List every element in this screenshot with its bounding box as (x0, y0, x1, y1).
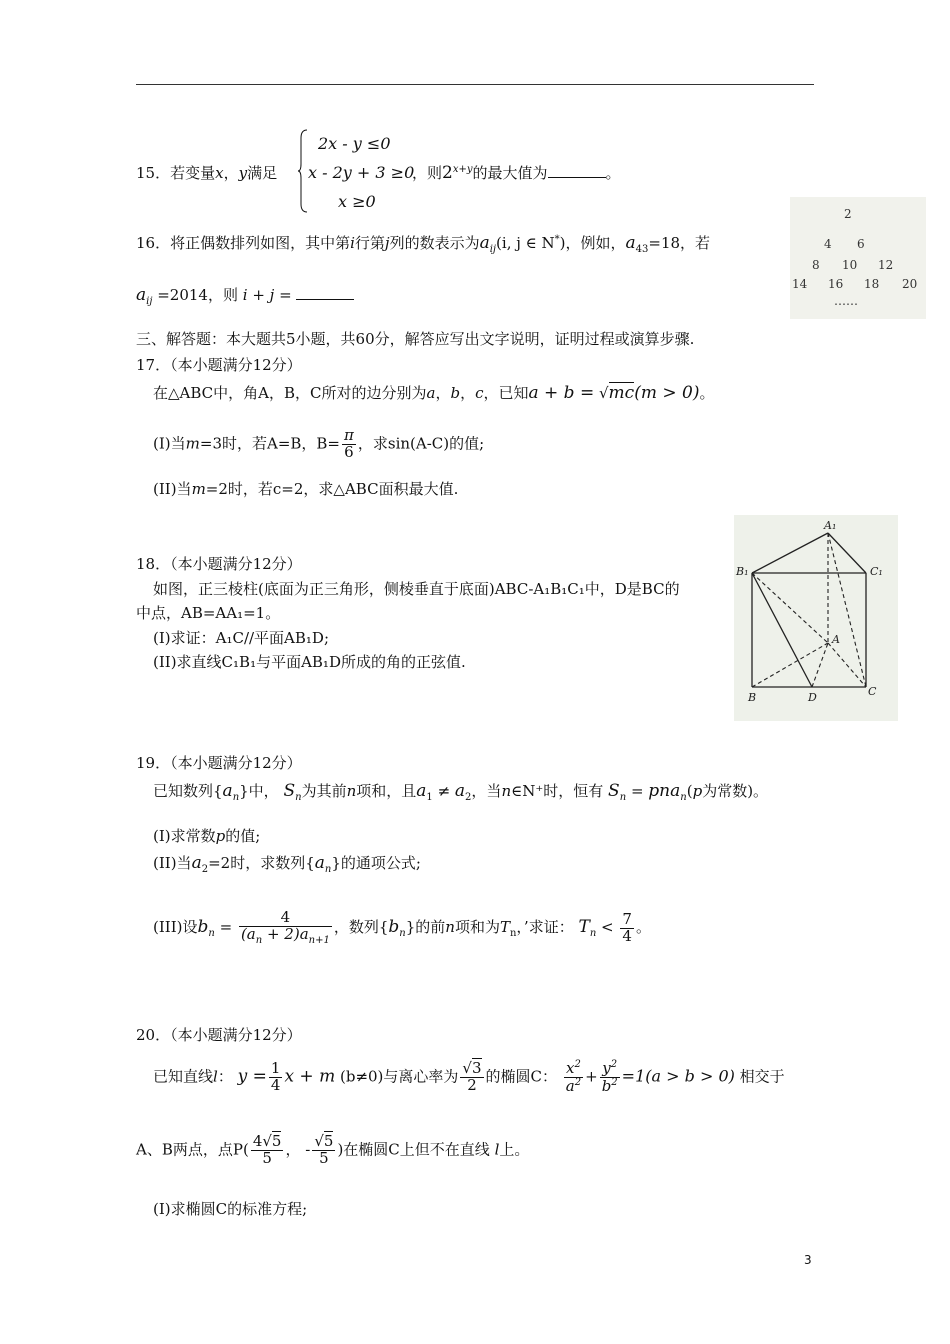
label-A1: A₁ (824, 519, 837, 532)
q16-text: 16．将正偶数排列如图，其中第i行第j列的数表示为$a_{ij}(i$, j ∈ N*)，例如，$a_{43}=18$，若 (136, 233, 711, 255)
q19-statement: 已知数列$\{a_n\}$中， $S_n$为其前n项和，且$a_1 \ne a_2$，当n∈N⁺时，恒有 $S_n = pna_n(p$为常数)。 (153, 781, 769, 803)
label-B: B (748, 691, 757, 704)
label-A: A (832, 633, 840, 646)
header-rule (136, 84, 814, 85)
even-number-triangle-figure: 2 4 6 8 10 12 14 16 18 20 …… (790, 197, 926, 319)
q20-statement: 已知直线l： y = $\frac{1}{4}$ x + m (b≠0)与离心率为 $\frac{√3}{2}$ 的椭圆C： $\frac{x^2}{a^2}$ + $\frac{y^2}{b^2}$ =1(a > b > 0) 相交于 (153, 1059, 785, 1095)
q20-statement-line-2: A、B两点，点P( $\frac{4√5}{5}$ ， - $\frac{√5}{5}$ )在椭圆C上但不在直线 l上。 (136, 1132, 530, 1167)
q15-text: 15．若变量x，y满足 (136, 164, 278, 182)
q15-text-end: ，则$2^{x+y}$的最大值为 。 (412, 163, 621, 183)
label-D: D (808, 691, 817, 704)
q18-statement-line-1: 如图，正三棱柱(底面为正三角形，侧棱垂直于底面)ABC-A₁B₁C₁中，D是BC的 (153, 580, 680, 598)
label-C1: C₁ (870, 565, 883, 578)
q15-ineq-1: 2x - y ≤0 (318, 134, 391, 153)
label-C: C (868, 685, 877, 698)
q20-heading: 20．（本小题满分12分） (136, 1026, 302, 1044)
section-3-heading: 三、解答题：本大题共5小题，共60分，解答应写出文字说明，证明过程或演算步骤. (136, 330, 695, 348)
q16-condition: $a_{ij} =2014$，则 i + j = (136, 284, 354, 307)
q17-part-2: (II)当m=2时，若c=2，求△ABC面积最大值. (153, 480, 459, 498)
q15-ineq-2: x - 2y + 3 ≥0 (308, 163, 415, 182)
q18-part-1: (I)求证：A₁C//平面AB₁D; (153, 629, 330, 647)
page-number: 3 (804, 1253, 812, 1267)
q19-part-2: (II)当$a_2=2$时，求数列$\{a_n\}$的通项公式; (153, 853, 421, 875)
q20-part-1: (I)求椭圆C的标准方程; (153, 1200, 308, 1218)
q19-heading: 19．（本小题满分12分） (136, 754, 302, 772)
q17-statement: 在△ABC中，角A，B，C所对的边分别为a，b，c，已知a + b = √mc(m > 0)。 (153, 383, 715, 403)
q18-part-2: (II)求直线C₁B₁与平面AB₁D所成的角的正弦值. (153, 653, 466, 671)
label-B1: B₁ (736, 565, 749, 578)
q17-part-1: (I)当m=3时，若A=B，B= $\frac{\pi}{6}$ ，求sin(A-C)的值; (153, 426, 485, 461)
q18-heading: 18．（本小题满分12分） (136, 555, 302, 573)
left-brace-icon (298, 128, 308, 214)
triangular-prism-figure (734, 515, 898, 721)
q18-statement-line-2: 中点，AB=AA₁=1。 (136, 604, 281, 622)
q15-ineq-3: x ≥0 (338, 192, 376, 211)
q19-part-3: (III)设$b_n$ = $\frac{4}{(a_n + 2)a_{n+1}}$ ，数列$\{b_n\}$的前n项和为$T_n$，’求证： $T_n$ < $\frac{7}{4}$ 。 (153, 908, 651, 946)
prism-diagram (734, 515, 898, 721)
q19-part-1: (I)求常数p的值; (153, 827, 261, 845)
q17-heading: 17．（本小题满分12分） (136, 356, 302, 374)
